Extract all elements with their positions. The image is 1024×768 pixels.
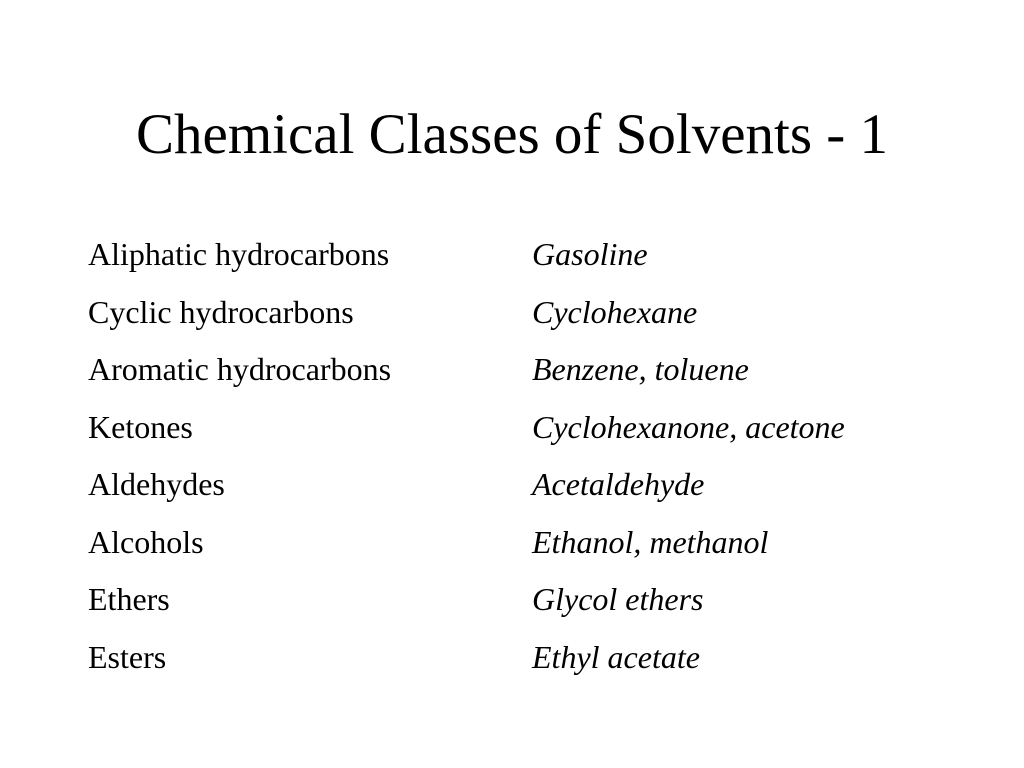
solvent-example: Ethyl acetate: [532, 638, 700, 675]
list-item: [88, 286, 988, 344]
solvent-class-name: Alcohols: [88, 523, 204, 560]
solvent-class-list: [88, 228, 988, 688]
solvent-class-name: Aromatic hydrocarbons: [88, 351, 392, 387]
solvent-class-name: Cyclic hydrocarbons: [88, 293, 354, 330]
list-item: [88, 343, 988, 401]
list-item: [88, 458, 988, 516]
solvent-example: Acetaldehyde: [532, 466, 705, 502]
solvent-class-name: Esters: [88, 638, 167, 675]
solvent-class-name: Aldehydes: [88, 466, 225, 502]
solvent-class-name: Ethers: [88, 581, 170, 617]
solvent-example: Gasoline: [532, 236, 648, 272]
list-item: [88, 516, 988, 574]
list-item: [88, 631, 988, 689]
slide-title: Chemical Classes of Solvents - 1: [136, 103, 888, 166]
list-item: [88, 401, 988, 459]
list-item: [88, 228, 988, 286]
solvent-example: Cyclohexane: [532, 293, 698, 330]
solvent-class-name: Aliphatic hydrocarbons: [88, 236, 390, 272]
solvent-example: Glycol ethers: [532, 581, 704, 617]
solvent-example: Benzene, toluene: [532, 351, 749, 387]
solvent-example: Ethanol, methanol: [532, 523, 769, 560]
solvent-example: Cyclohexanone, acetone: [532, 408, 845, 445]
list-item: [88, 573, 988, 631]
solvent-class-name: Ketones: [88, 408, 193, 445]
